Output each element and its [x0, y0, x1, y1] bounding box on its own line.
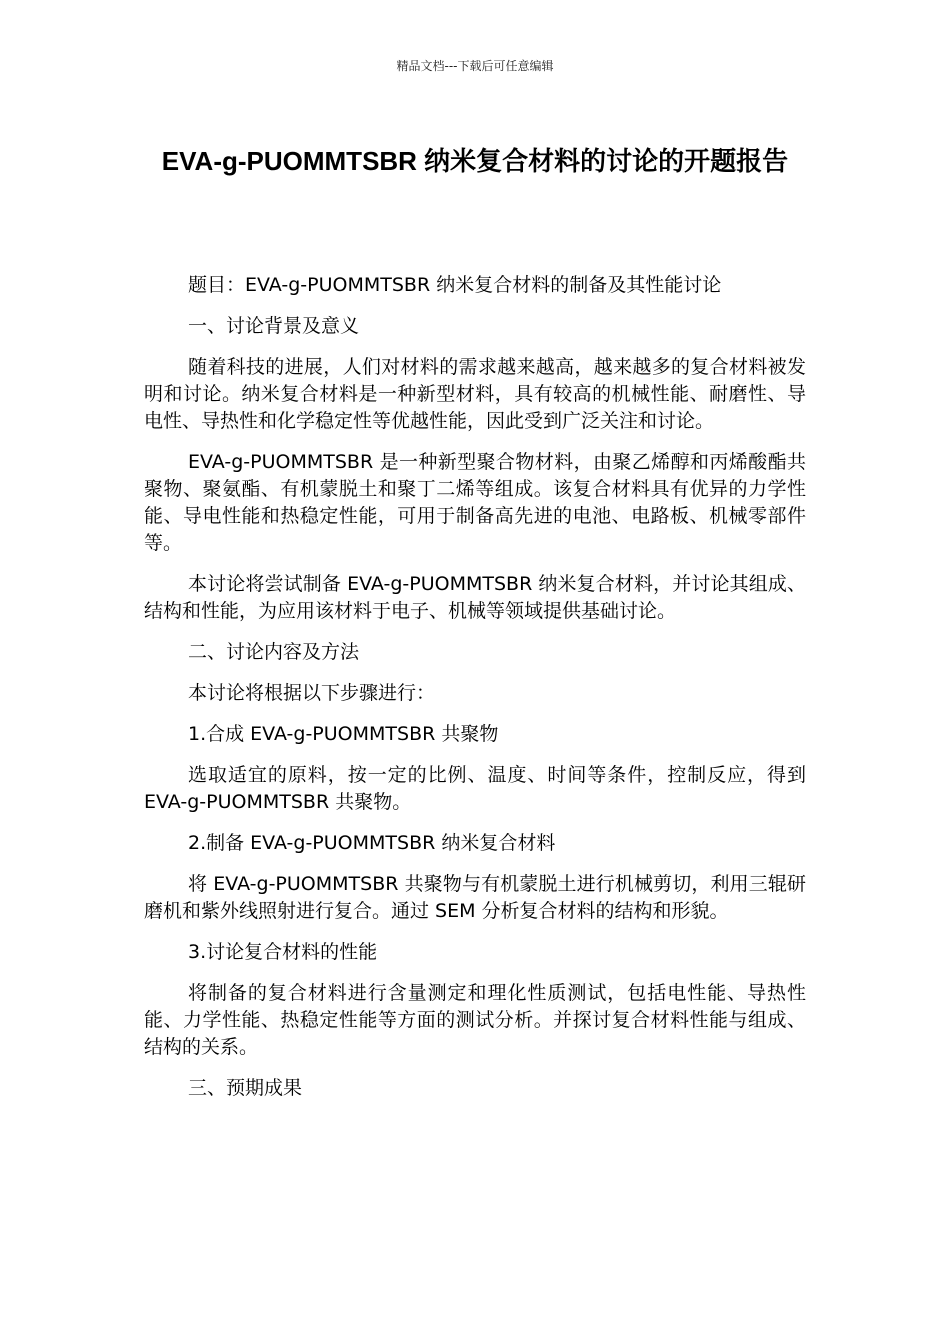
body-paragraph: 随着科技的进展，人们对材料的需求越来越高，越来越多的复合材料被发明和讨论。纳米复合材料是一种新型材料，具有较高的机械性能、耐磨性、导电性、导热性和化学稳定性等优越性能，因此受到广泛关注和讨论。: [144, 356, 806, 432]
header-note: 精品文档---下载后可任意编辑: [396, 59, 554, 73]
body-paragraph: 将制备的复合材料进行含量测定和理化性质测试，包括电性能、导热性能、力学性能、热稳定性能等方面的测试分析。并探讨复合材料性能与组成、结构的关系。: [144, 982, 806, 1058]
section-heading-content-methods: 二、讨论内容及方法: [188, 641, 360, 663]
section-heading-background: 一、讨论背景及意义: [188, 315, 360, 337]
topic-line: 题目：EVA-g-PUOMMTSBR 纳米复合材料的制备及其性能讨论: [188, 274, 722, 296]
body-paragraph: EVA-g-PUOMMTSBR 是一种新型聚合物材料，由聚乙烯醇和丙烯酸酯共聚物、聚氨酯、有机蒙脱土和聚丁二烯等组成。该复合材料具有优异的力学性能、导电性能和热稳定性能，可用于制备高先进的电池、电路板、机械零部件等。: [144, 451, 806, 554]
section-heading-expected-results: 三、预期成果: [188, 1077, 303, 1099]
document-body: [144, 272, 806, 1116]
body-paragraph: 本讨论将根据以下步骤进行：: [188, 682, 436, 704]
body-paragraph: 本讨论将尝试制备 EVA-g-PUOMMTSBR 纳米复合材料，并讨论其组成、结构和性能，为应用该材料于电子、机械等领域提供基础讨论。: [144, 573, 806, 622]
body-paragraph: 选取适宜的原料，按一定的比例、温度、时间等条件，控制反应，得到 EVA-g-PUOMMTSBR 共聚物。: [144, 764, 806, 813]
step-heading-3: 3.讨论复合材料的性能: [188, 941, 378, 963]
step-heading-1: 1.合成 EVA-g-PUOMMTSBR 共聚物: [188, 723, 499, 745]
step-heading-2: 2.制备 EVA-g-PUOMMTSBR 纳米复合材料: [188, 832, 556, 854]
document-title: EVA-g-PUOMMTSBR 纳米复合材料的讨论的开题报告: [161, 146, 789, 176]
body-paragraph: 将 EVA-g-PUOMMTSBR 共聚物与有机蒙脱土进行机械剪切，利用三辊研磨机和紫外线照射进行复合。通过 SEM 分析复合材料的结构和形貌。: [144, 873, 806, 922]
